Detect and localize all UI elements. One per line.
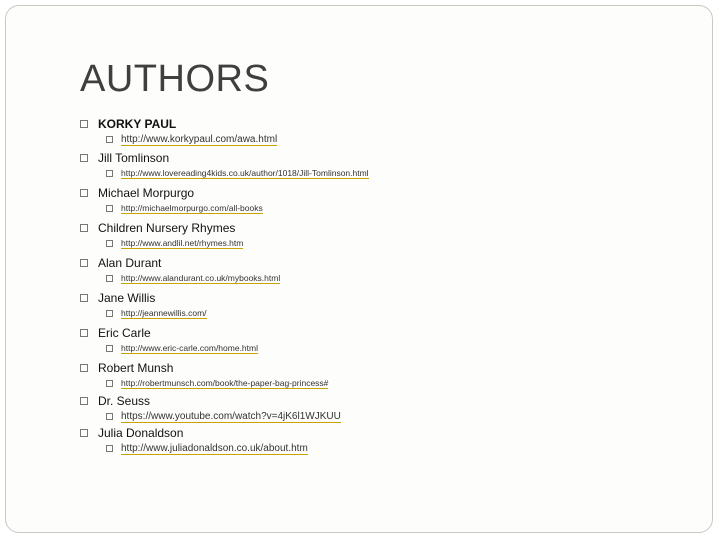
list-item <box>80 149 700 180</box>
list-item <box>80 359 700 390</box>
author-name: Dr. Seuss <box>98 394 151 408</box>
author-link[interactable]: https://www.youtube.com/watch?v=4jK6l1WJKUU <box>121 410 341 422</box>
bullet-icon <box>80 397 88 405</box>
bullet-icon <box>106 205 113 212</box>
list-item <box>80 254 700 285</box>
list-item <box>80 219 700 250</box>
bullet-icon <box>106 445 113 452</box>
bullet-icon <box>80 154 88 162</box>
author-link[interactable]: http://www.lovereading4kids.co.uk/author/1018/Jill-Tomlinson.html <box>121 168 369 178</box>
bullet-icon <box>106 170 113 177</box>
bullet-icon <box>80 364 88 372</box>
author-link[interactable]: http://jeannewillis.com/ <box>121 308 207 318</box>
list-item <box>80 184 700 215</box>
author-link[interactable]: http://www.eric-carle.com/home.html <box>121 343 258 353</box>
author-name: Alan Durant <box>98 256 162 270</box>
author-link[interactable]: http://robertmunsch.com/book/the-paper-bag-princess# <box>121 378 329 388</box>
list-item <box>80 115 700 146</box>
list-item <box>80 289 700 320</box>
author-link[interactable]: http://www.juliadonaldson.co.uk/about.htm <box>121 442 308 454</box>
bullet-icon <box>106 345 113 352</box>
author-link[interactable]: http://michaelmorpurgo.com/all-books <box>121 203 263 213</box>
author-name: Robert Munsh <box>98 361 174 375</box>
author-name: Jill Tomlinson <box>98 151 170 165</box>
bullet-icon <box>80 294 88 302</box>
author-name: Children Nursery Rhymes <box>98 221 236 235</box>
bullet-icon <box>106 380 113 387</box>
author-link[interactable]: http://www.korkypaul.com/awa.html <box>121 133 278 145</box>
author-list <box>80 115 700 455</box>
author-name: KORKY PAUL <box>98 117 177 131</box>
author-name: Julia Donaldson <box>98 426 184 440</box>
slide-title: AUTHORS <box>80 58 270 100</box>
bullet-icon <box>80 120 88 128</box>
bullet-icon <box>80 189 88 197</box>
author-name: Eric Carle <box>98 326 151 340</box>
bullet-icon <box>106 275 113 282</box>
bullet-icon <box>80 329 88 337</box>
list-item <box>80 392 700 423</box>
author-name: Jane Willis <box>98 291 156 305</box>
author-link[interactable]: http://www.andlil.net/rhymes.htm <box>121 238 244 248</box>
author-name: Michael Morpurgo <box>98 186 195 200</box>
list-item <box>80 424 700 455</box>
bullet-icon <box>106 310 113 317</box>
bullet-icon <box>80 259 88 267</box>
bullet-icon <box>106 413 113 420</box>
bullet-icon <box>106 136 113 143</box>
author-link[interactable]: http://www.alandurant.co.uk/mybooks.html <box>121 273 281 283</box>
list-item <box>80 324 700 355</box>
bullet-icon <box>106 240 113 247</box>
bullet-icon <box>80 429 88 437</box>
bullet-icon <box>80 224 88 232</box>
